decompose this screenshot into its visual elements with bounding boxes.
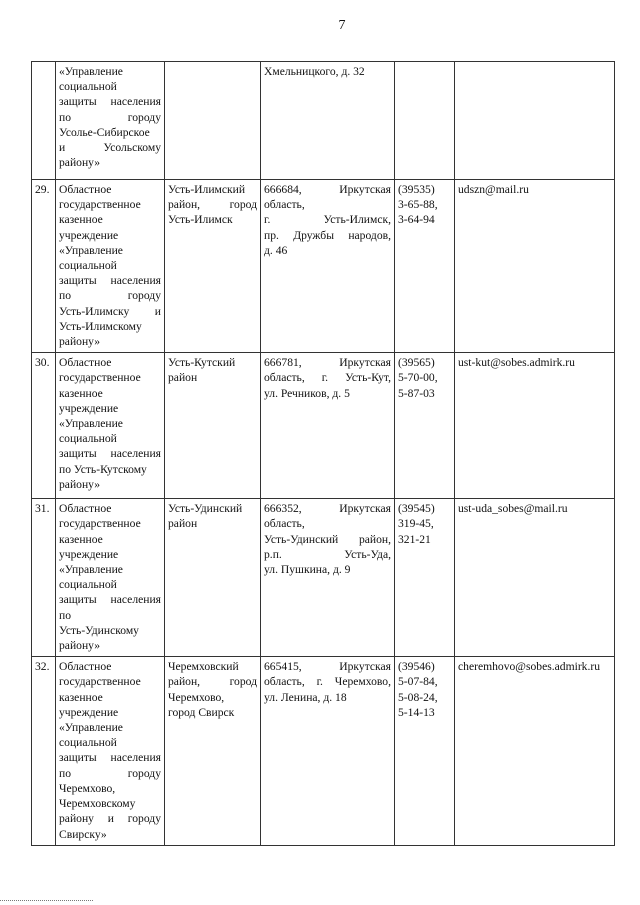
addr-line: Хмельницкого, д. 32 — [264, 65, 365, 78]
org-line: защиты населения — [59, 274, 161, 288]
phone-line: 5-87-03 — [398, 386, 435, 400]
org-line: защиты населения — [59, 751, 161, 765]
org-line: по — [59, 608, 72, 622]
org-line: казенное — [59, 386, 103, 400]
addr-line: р.п. Усть-Уда, — [264, 547, 391, 561]
addr-line: 665415, Иркутская — [264, 660, 391, 674]
addr-line: пр. Дружбы народов, — [264, 228, 391, 242]
email-text: ust-kut@sobes.admirk.ru — [458, 356, 575, 370]
org-line: государственное — [59, 371, 141, 385]
org-line: району» — [59, 335, 101, 349]
table-body — [32, 62, 615, 846]
area-line: Усть-Кутский — [168, 356, 236, 370]
phone-cell — [395, 499, 455, 657]
area-line: Черемховский — [168, 660, 239, 674]
org-line: Черемхово, — [59, 781, 116, 795]
phone-line: (39535) — [398, 183, 435, 196]
phone-cell — [395, 62, 455, 180]
phone-cell — [395, 180, 455, 353]
org-line: «Управление — [59, 417, 123, 431]
addr-line: область, — [264, 517, 305, 531]
organization-cell — [56, 62, 165, 180]
org-line: социальной — [59, 736, 117, 750]
org-line: учреждение — [59, 228, 119, 242]
area-line: район — [168, 371, 198, 385]
org-line: «Управление — [59, 563, 123, 577]
phone-line: 3-64-94 — [398, 213, 435, 227]
row-number — [32, 62, 56, 180]
email-cell — [455, 180, 615, 353]
org-line: району» — [59, 156, 101, 170]
phone-cell — [395, 353, 455, 499]
table-row — [32, 180, 615, 353]
org-line: по городу — [59, 110, 161, 124]
organization-cell — [56, 353, 165, 499]
org-line: Усть-Илимску и — [59, 304, 161, 318]
org-line: Свирску» — [59, 827, 107, 841]
org-line: социальной — [59, 432, 117, 446]
page-number: 7 — [338, 18, 346, 33]
org-line: защиты населения — [59, 593, 161, 607]
address-cell — [261, 499, 395, 657]
service-area-cell — [165, 657, 261, 845]
org-line: Областное — [59, 356, 112, 370]
org-line: району» — [59, 477, 101, 491]
org-line: и Усольскому — [59, 141, 161, 155]
org-line: Усть-Удинскому — [59, 623, 139, 637]
org-line: социальной — [59, 578, 117, 592]
area-line: район, город — [168, 675, 257, 689]
org-line: государственное — [59, 198, 141, 212]
service-area-cell — [165, 353, 261, 499]
phone-cell — [395, 657, 455, 845]
org-line: Областное — [59, 660, 112, 674]
institutions-table — [31, 61, 615, 846]
table-row — [32, 657, 615, 845]
email-cell — [455, 353, 615, 499]
org-line: Усолье-Сибирское — [59, 125, 150, 139]
addr-line: ул. Пушкина, д. 9 — [264, 563, 351, 577]
org-line: государственное — [59, 517, 141, 531]
area-line: Усть-Илимск — [168, 213, 233, 227]
org-line: учреждение — [59, 401, 119, 415]
phone-line: 321-21 — [398, 532, 431, 546]
org-line: Усть-Илимскому — [59, 319, 142, 333]
phone-line: (39565) — [398, 356, 435, 370]
area-line: район, город — [168, 198, 257, 212]
addr-line: область, — [264, 198, 305, 212]
table-row — [32, 353, 615, 499]
addr-line: ул. Ленина, д. 18 — [264, 690, 347, 704]
organization-cell — [56, 657, 165, 845]
phone-line: 5-08-24, — [398, 690, 438, 704]
addr-line: Усть-Удинский район, — [264, 532, 391, 546]
address-cell — [261, 353, 395, 499]
area-line: город Свирск — [168, 705, 235, 719]
email-text: udszn@mail.ru — [458, 183, 529, 196]
addr-line: область, г. Усть-Кут, — [264, 371, 391, 385]
organization-cell — [56, 499, 165, 657]
org-line: по городу — [59, 289, 161, 303]
addr-line: г. Усть-Илимск, — [264, 213, 391, 227]
phone-line: 5-07-84, — [398, 675, 438, 689]
email-cell — [455, 62, 615, 180]
org-line: «Управление — [59, 721, 123, 735]
org-line: казенное — [59, 213, 103, 227]
address-cell — [261, 180, 395, 353]
organization-cell — [56, 180, 165, 353]
email-text: ust-uda_sobes@mail.ru — [458, 502, 568, 516]
org-line: социальной — [59, 80, 117, 94]
table-row — [32, 62, 615, 180]
org-line: «Управление — [59, 243, 123, 257]
addr-line: д. 46 — [264, 243, 288, 257]
phone-line: 5-70-00, — [398, 371, 438, 385]
org-line: учреждение — [59, 705, 119, 719]
address-cell — [261, 62, 395, 180]
row-number: 31. — [32, 499, 56, 657]
area-line: район — [168, 517, 198, 531]
email-cell — [455, 657, 615, 845]
footer-rule — [0, 900, 93, 901]
phone-line: 5-14-13 — [398, 705, 435, 719]
phone-line: 3-65-88, — [398, 198, 438, 212]
org-line: по городу — [59, 766, 161, 780]
org-line: государственное — [59, 675, 141, 689]
org-line: Черемховскому — [59, 797, 136, 811]
org-line: казенное — [59, 690, 103, 704]
table-row — [32, 499, 615, 657]
email-text: cheremhovo@sobes.admirk.ru — [458, 660, 601, 674]
area-line: Усть-Удинский — [168, 502, 243, 516]
service-area-cell — [165, 499, 261, 657]
address-cell — [261, 657, 395, 845]
phone-line: (39546) — [398, 660, 435, 674]
service-area-cell — [165, 180, 261, 353]
org-line: по Усть-Кутскому — [59, 462, 147, 476]
phone-line: (39545) — [398, 502, 435, 516]
row-number: 29. — [32, 180, 56, 353]
area-line: Черемхово, — [168, 690, 225, 704]
addr-line: 666352, Иркутская — [264, 502, 391, 516]
org-line: защиты населения — [59, 95, 161, 109]
org-line: Областное — [59, 183, 112, 196]
org-line: казенное — [59, 532, 103, 546]
org-line: Областное — [59, 502, 112, 516]
service-area-cell — [165, 62, 261, 180]
org-line: району» — [59, 639, 101, 653]
addr-line: ул. Речников, д. 5 — [264, 386, 350, 400]
row-number: 30. — [32, 353, 56, 499]
org-line: району и городу — [59, 812, 161, 826]
email-cell — [455, 499, 615, 657]
phone-line: 319-45, — [398, 517, 434, 531]
org-line: защиты населения — [59, 447, 161, 461]
row-number: 32. — [32, 657, 56, 845]
addr-line: 666684, Иркутская — [264, 183, 391, 196]
org-line: «Управление — [59, 65, 123, 78]
org-line: социальной — [59, 259, 117, 273]
addr-line: область, г. Черемхово, — [264, 675, 391, 689]
area-line: Усть-Илимский — [168, 183, 246, 196]
addr-line: 666781, Иркутская — [264, 356, 391, 370]
org-line: учреждение — [59, 547, 119, 561]
